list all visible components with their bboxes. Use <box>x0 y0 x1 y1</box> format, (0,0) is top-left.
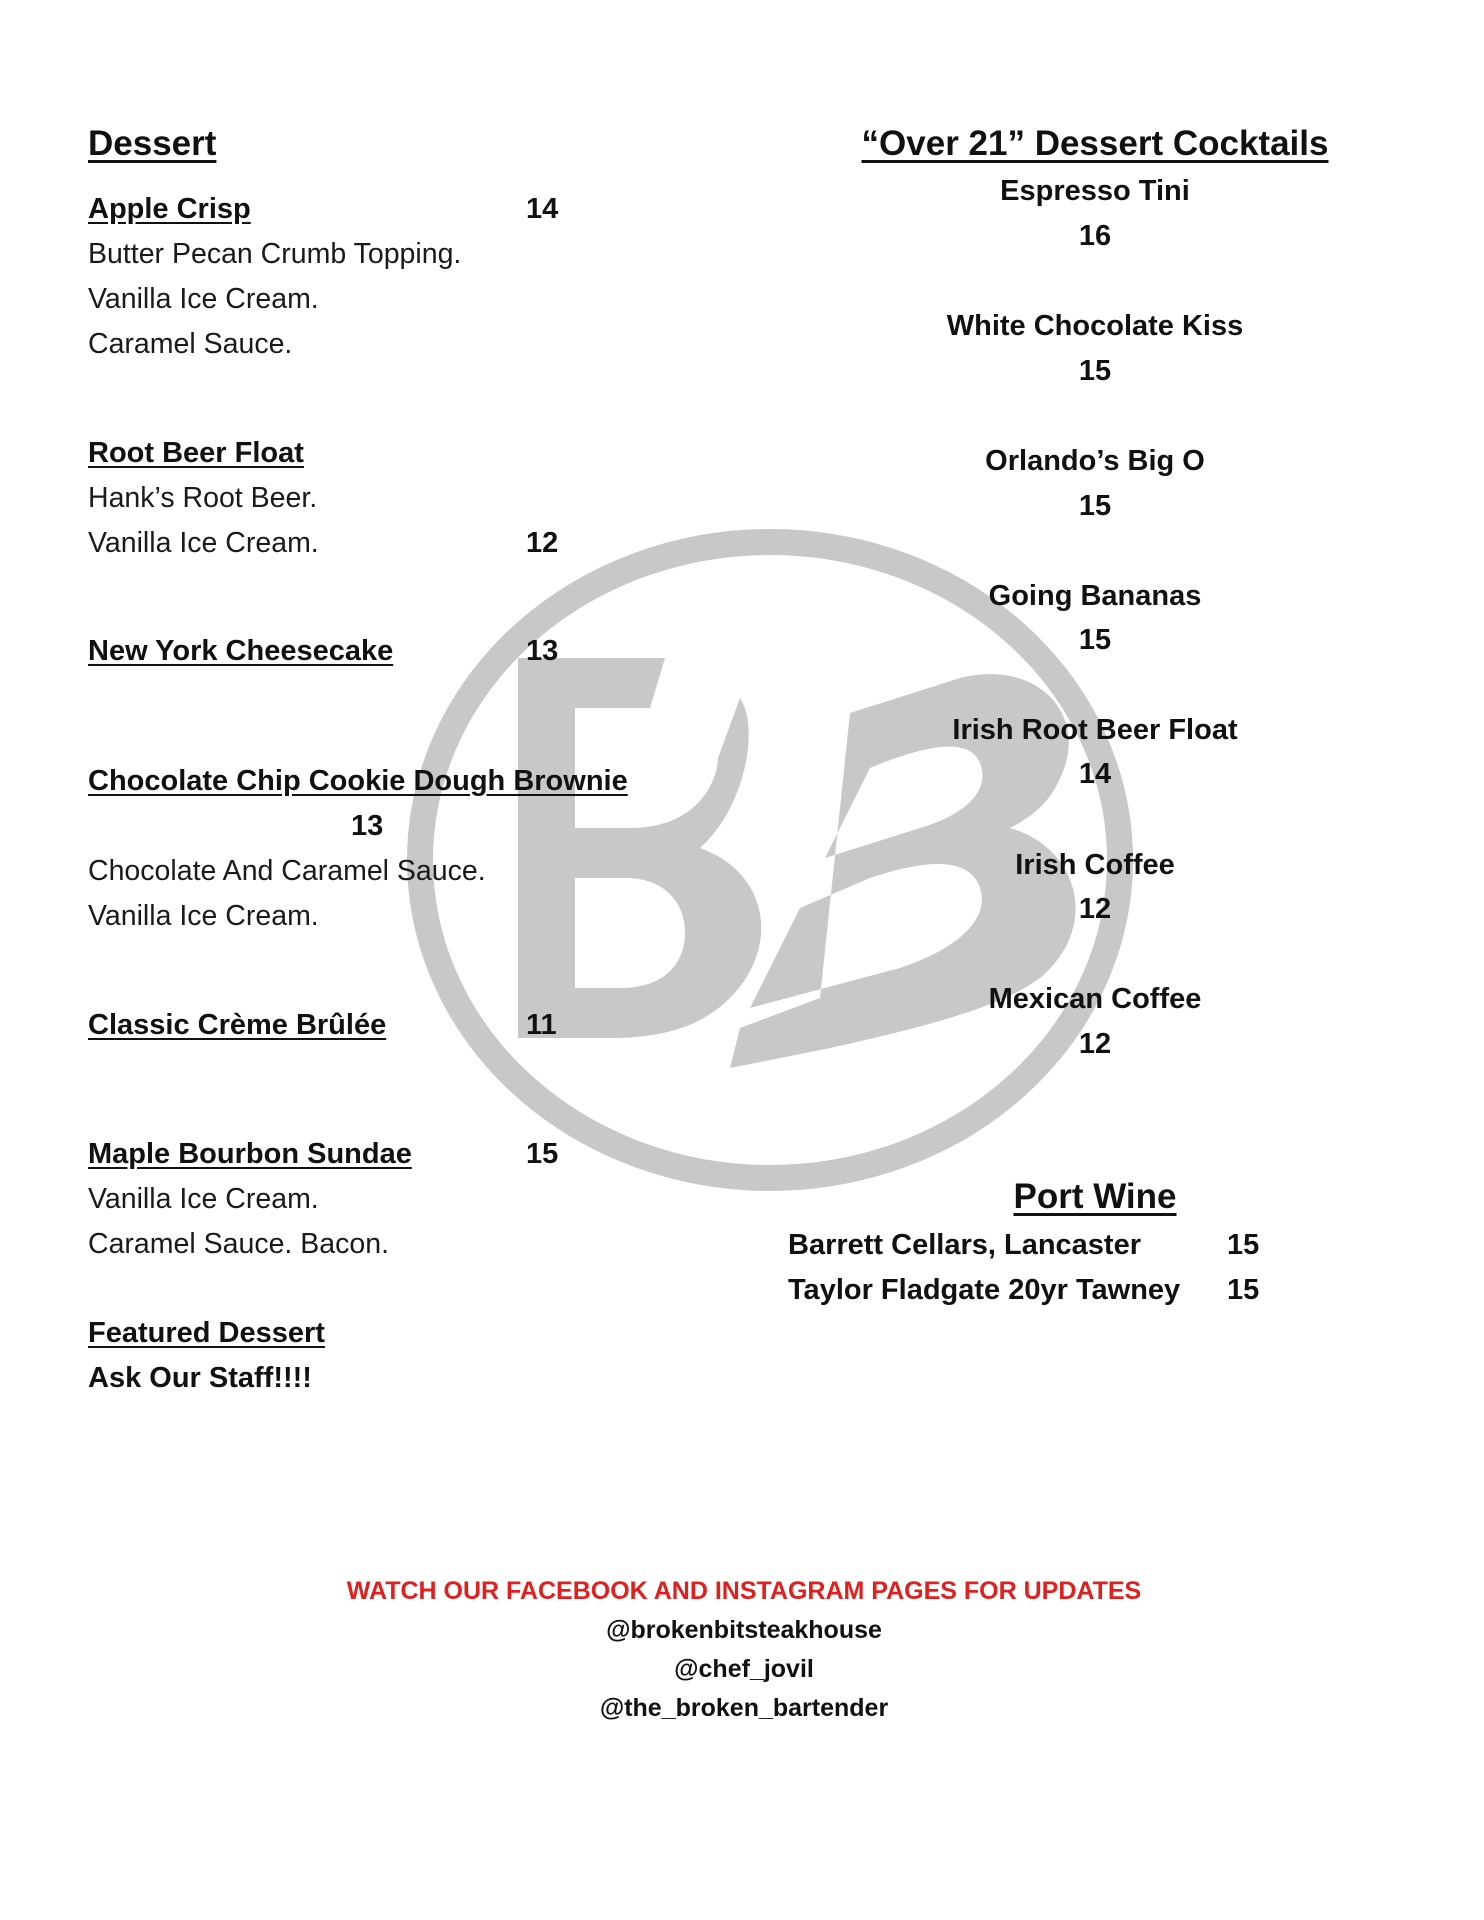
root-beer-float-name: Root Beer Float <box>88 437 304 469</box>
root-beer-float-desc-2: Vanilla Ice Cream. <box>88 527 319 559</box>
sundae-desc-2: Caramel Sauce. Bacon. <box>88 1228 389 1260</box>
cocktail-price: 16 <box>1078 220 1112 252</box>
apple-crisp-name: Apple Crisp <box>88 193 251 225</box>
featured-dessert-text: Ask Our Staff!!!! <box>88 1362 312 1394</box>
cocktail-price: 15 <box>1078 355 1112 387</box>
port-wine-name: Taylor Fladgate 20yr Tawney <box>788 1274 1181 1306</box>
cocktail-name: Irish Root Beer Float <box>952 714 1238 746</box>
apple-crisp-desc-3: Caramel Sauce. <box>88 328 293 360</box>
root-beer-float-price: 12 <box>526 527 559 559</box>
brownie-desc-2: Vanilla Ice Cream. <box>88 900 319 932</box>
cocktail-name: Mexican Coffee <box>988 983 1202 1015</box>
apple-crisp-price: 14 <box>526 193 559 225</box>
cocktail-name: White Chocolate Kiss <box>946 310 1244 342</box>
social-handle: @chef_jovil <box>674 1655 814 1683</box>
apple-crisp-desc-1: Butter Pecan Crumb Topping. <box>88 238 462 270</box>
cocktail-name: Espresso Tini <box>1000 175 1190 207</box>
cheesecake-name: New York Cheesecake <box>88 635 394 667</box>
brownie-name: Chocolate Chip Cookie Dough Brownie <box>88 765 628 797</box>
port-wine-name: Barrett Cellars, Lancaster <box>788 1229 1141 1261</box>
cocktail-name: Orlando’s Big O <box>985 445 1205 477</box>
cocktail-price: 15 <box>1078 490 1112 522</box>
cheesecake-price: 13 <box>526 635 559 667</box>
cocktail-price: 12 <box>1078 1028 1112 1060</box>
cocktail-name: Irish Coffee <box>1015 849 1175 881</box>
creme-brulee-name: Classic Crème Brûlée <box>88 1009 387 1041</box>
cocktail-price: 15 <box>1078 624 1112 656</box>
brownie-price: 13 <box>351 810 384 842</box>
creme-brulee-price: 11 <box>526 1009 557 1041</box>
featured-dessert-title: Featured Dessert <box>88 1317 325 1349</box>
cocktail-price: 14 <box>1078 758 1112 790</box>
root-beer-float-desc-1: Hank’s Root Beer. <box>88 482 318 514</box>
port-wine-price: 15 <box>1227 1229 1260 1261</box>
port-wine-price: 15 <box>1227 1274 1260 1306</box>
brownie-desc-1: Chocolate And Caramel Sauce. <box>88 855 486 887</box>
apple-crisp-desc-2: Vanilla Ice Cream. <box>88 283 319 315</box>
cocktail-name: Going Bananas <box>988 580 1202 612</box>
social-handle: @the_broken_bartender <box>599 1694 889 1722</box>
cocktails-title: “Over 21” Dessert Cocktails <box>861 124 1329 163</box>
port-wine-title: Port Wine <box>1013 1177 1177 1216</box>
sundae-price: 15 <box>526 1138 559 1170</box>
sundae-name: Maple Bourbon Sundae <box>88 1138 412 1170</box>
social-notice: WATCH OUR FACEBOOK AND INSTAGRAM PAGES FOR UPDATES <box>346 1577 1142 1605</box>
dessert-title: Dessert <box>88 124 217 163</box>
sundae-desc-1: Vanilla Ice Cream. <box>88 1183 319 1215</box>
social-handle: @brokenbitsteakhouse <box>606 1616 882 1644</box>
cocktail-price: 12 <box>1078 893 1112 925</box>
